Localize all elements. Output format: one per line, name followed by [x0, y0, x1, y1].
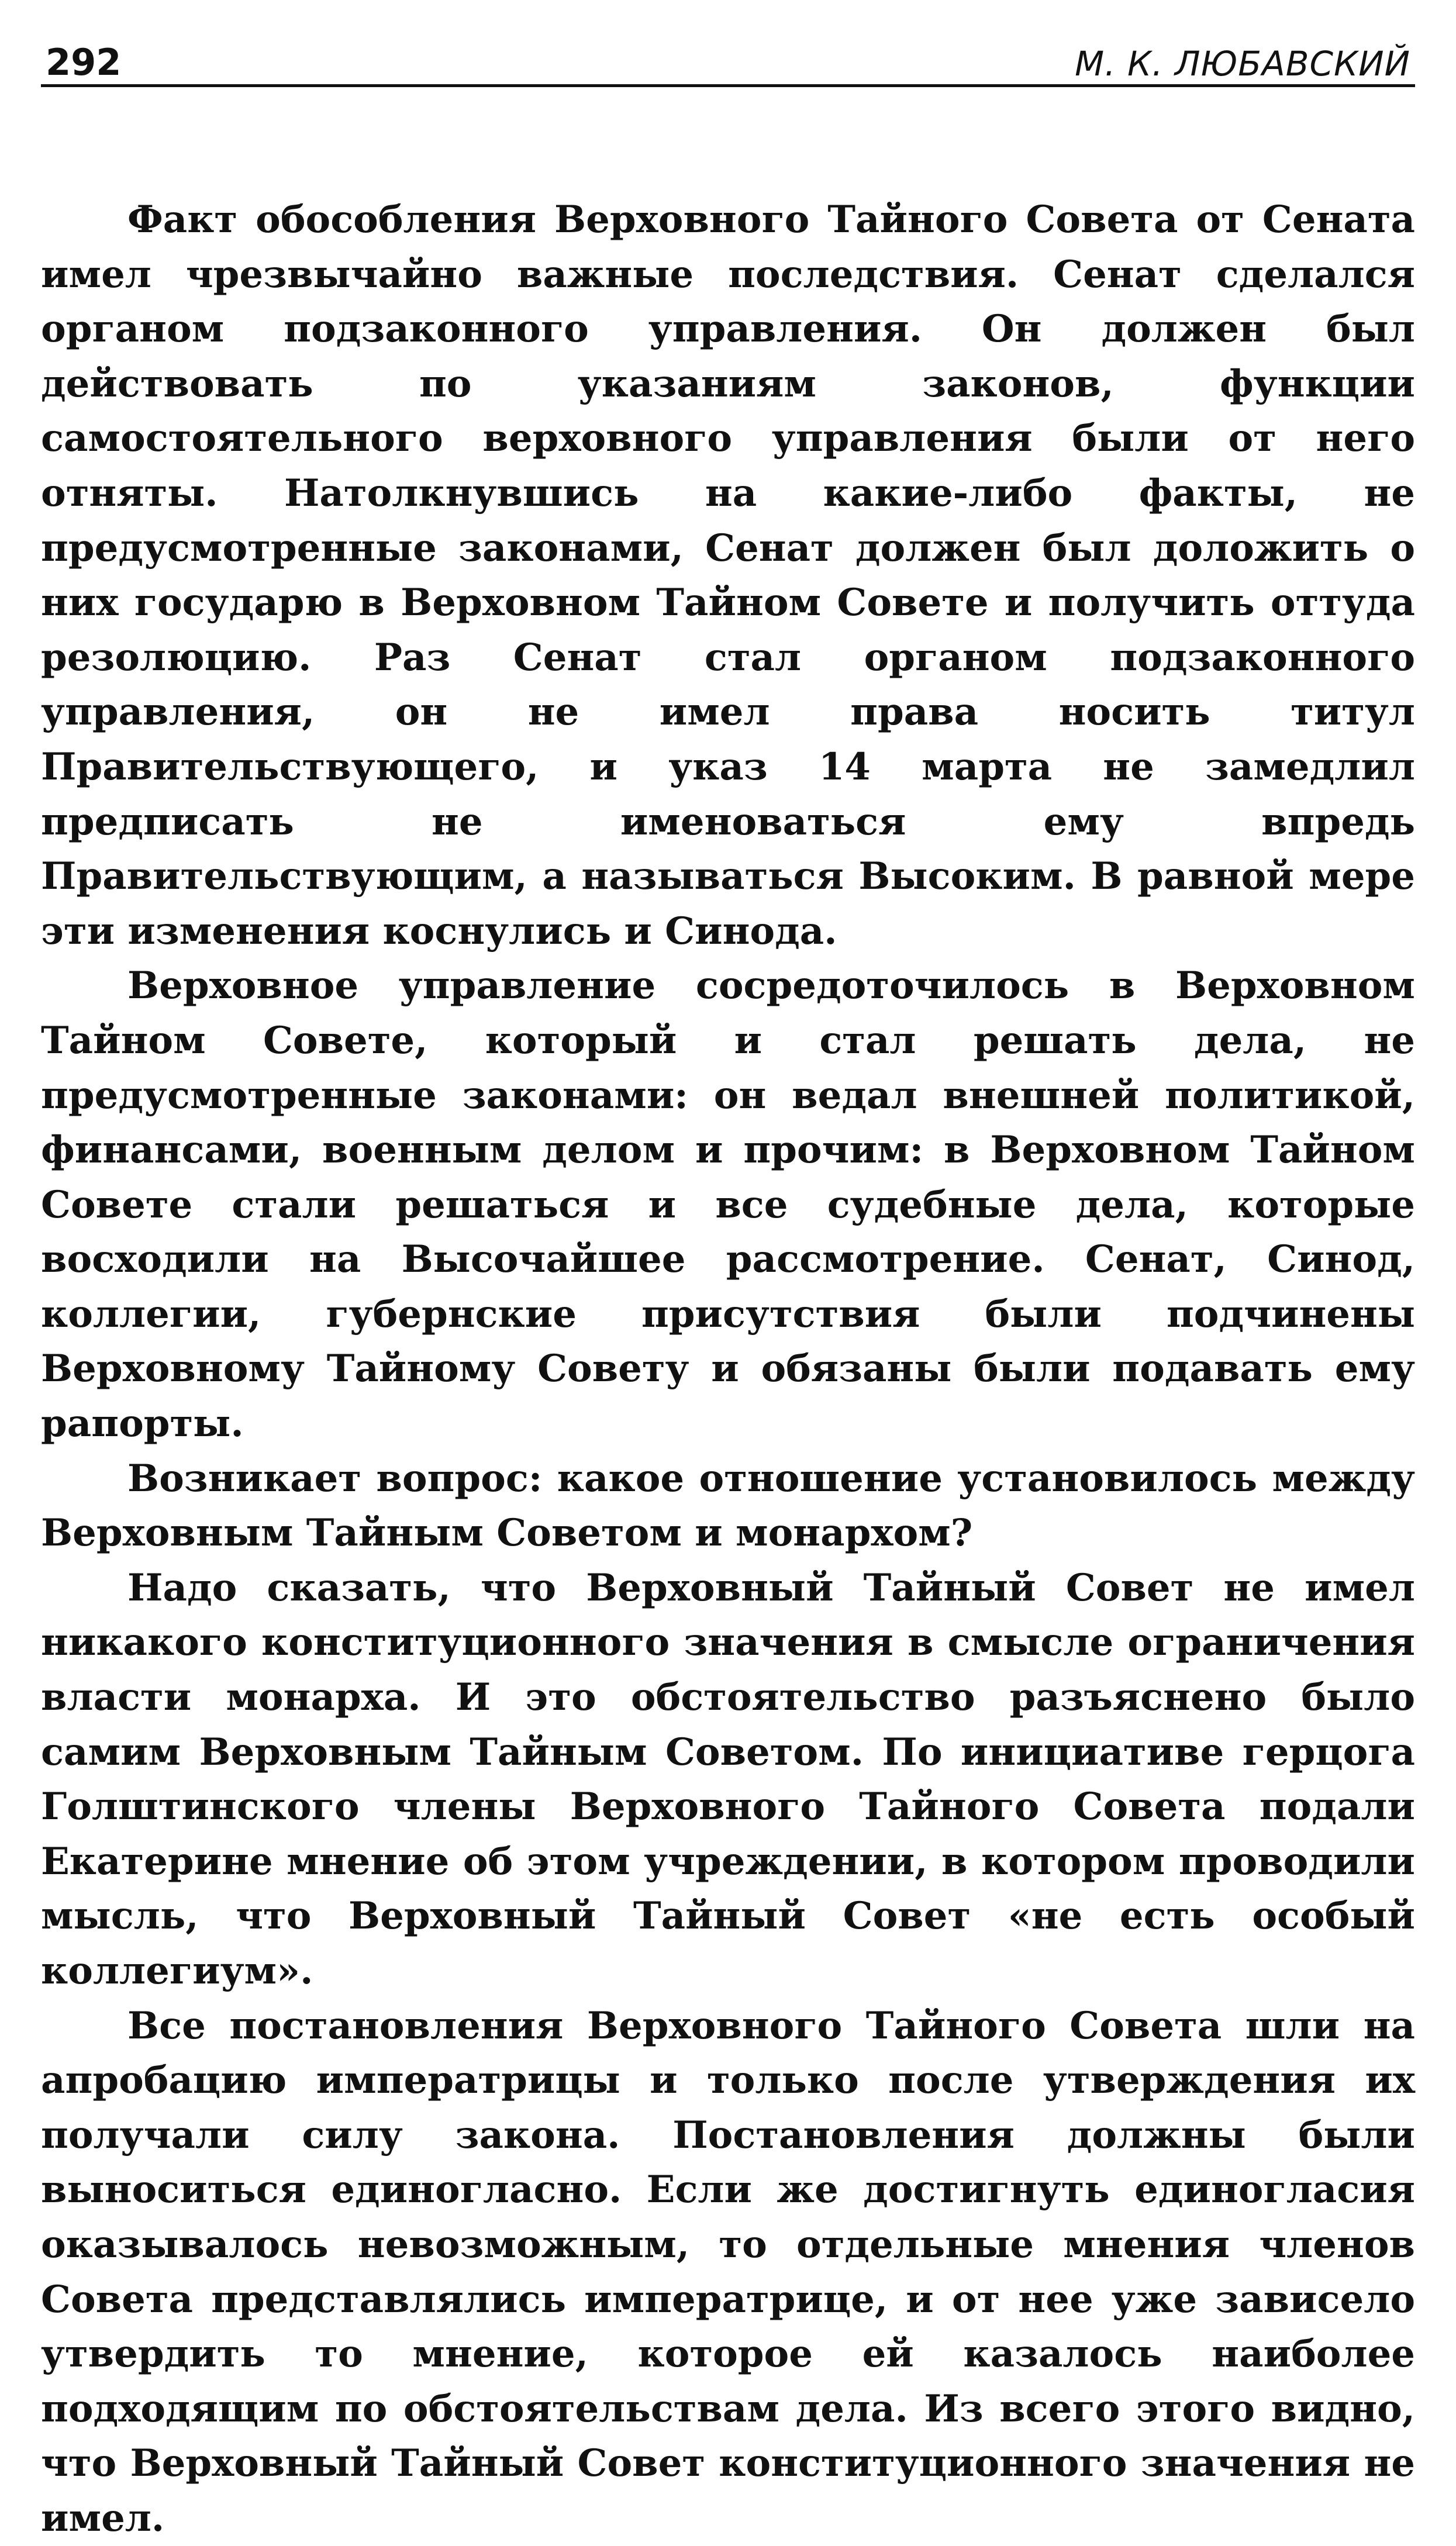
- paragraph: Верховное управление сосредоточилось в Верховном Тайном Совете, который и стал решать дела, не предусмотренные законами: он ведал внешней политикой, финансами, военным делом и прочим: в Верховном Тайном Совете стали решаться и все судебные дела, которые восходили на Высочайшее рассмотрение. Сенат, Синод, коллегии, губернские присутствия были подчинены Верховному Тайному Совету и обязаны были подавать ему рапорты.: [41, 964, 1415, 1446]
- book-page: [41, 35, 1415, 2540]
- paragraph: Возникает вопрос: какое отношение установилось между Верховным Тайным Советом и монархом?: [41, 1456, 1415, 1555]
- running-head: [41, 35, 1415, 87]
- paragraph: Факт обособления Верховного Тайного Совета от Сената имел чрезвычайно важные последствия. Сенат сделался органом подзаконного управления. Он должен был действовать по указаниям законов, функции самостоятельного верховного управления были от него отняты. Натолкнувшись на какие-либо факты, не предусмотренные законами, Сенат должен был доложить о них государю в Верховном Тайном Совете и получить оттуда резолюцию. Раз Сенат стал органом подзаконного управления, он не имел права носить титул Правительствующего, и указ 14 марта не замедлил предписать не именоваться ему впредь Правительствующим, а называться Высоким. В равной мере эти изменения коснулись и Синода.: [41, 198, 1415, 953]
- paragraph: Все постановления Верховного Тайного Совета шли на апробацию императрицы и только после утверждения их получали силу закона. Постановления должны были выноситься единогласно. Если же достигнуть единогласия оказывалось невозможным, то отдельные мнения членов Совета представлялись императрице, и от нее уже зависело утвердить то мнение, которое ей казалось наиболее подходящим по обстоятельствам дела. Из всего этого видно, что Верховный Тайный Совет конституционного значения не имел.: [41, 2003, 1415, 2540]
- page-number: 292: [46, 41, 122, 84]
- running-head-author: М. К. ЛЮБАВСКИЙ: [1075, 44, 1410, 84]
- paragraph: Надо сказать, что Верховный Тайный Совет не имел никакого конституционного значения в смысле ограничения власти монарха. И это обстоятельство разъяснено было самим Верховным Тайным Советом. По инициативе герцога Голштинского члены Верховного Тайного Совета подали Екатерине мнение об этом учреждении, в котором проводили мысль, что Верховный Тайный Совет «не есть особый коллегиум».: [41, 1565, 1415, 1993]
- body-text: [41, 192, 1415, 2546]
